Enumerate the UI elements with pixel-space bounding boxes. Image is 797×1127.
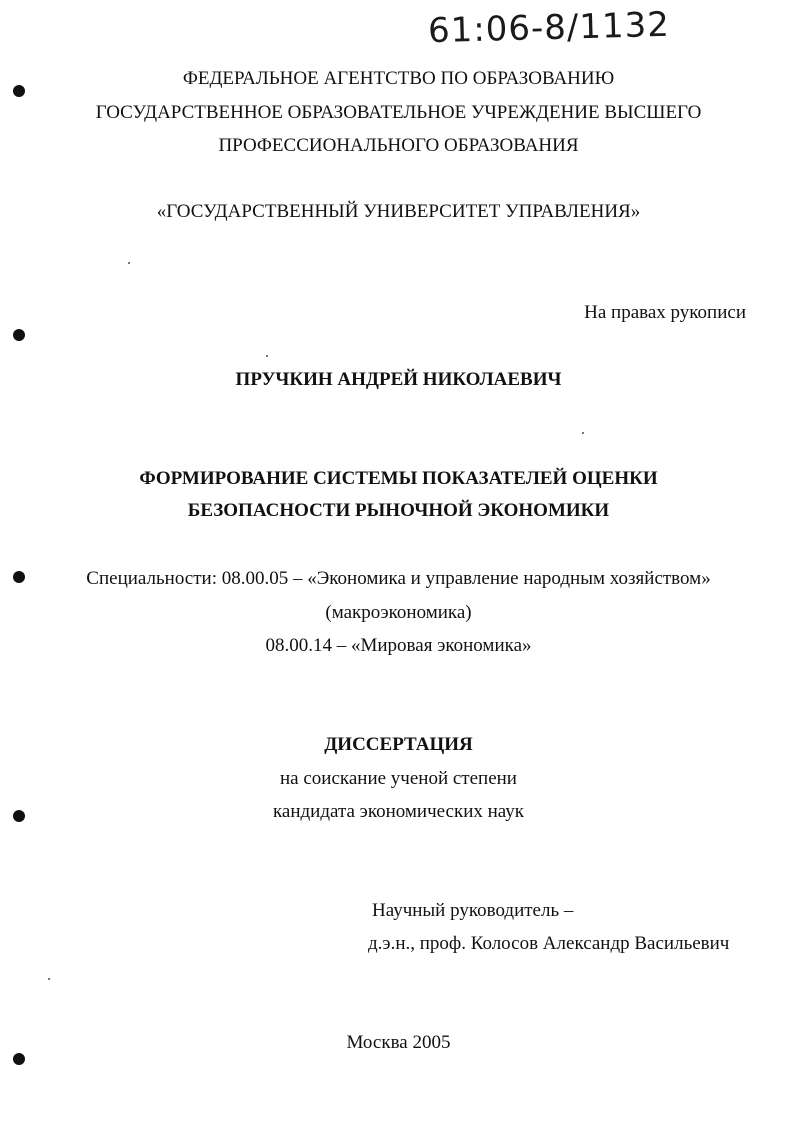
specialty-line-2: (макроэкономика) bbox=[325, 602, 472, 623]
scan-speck bbox=[128, 262, 130, 264]
dissertation-title-line-1: ФОРМИРОВАНИЕ СИСТЕМЫ ПОКАЗАТЕЛЕЙ ОЦЕНКИ bbox=[139, 468, 658, 489]
handwritten-archive-number: 61:06-8/1132 bbox=[427, 4, 671, 52]
agency-name: ФЕДЕРАЛЬНОЕ АГЕНТСТВО ПО ОБРАЗОВАНИЮ bbox=[182, 68, 615, 89]
institution-line-1: ГОСУДАРСТВЕННОЕ ОБРАЗОВАТЕЛЬНОЕ УЧРЕЖДЕНИЕ ВЫСШЕГО bbox=[95, 102, 702, 123]
dissertation-title-line-2: БЕЗОПАСНОСТИ РЫНОЧНОЙ ЭКОНОМИКИ bbox=[187, 500, 610, 521]
scan-speck bbox=[266, 355, 268, 357]
binder-hole bbox=[13, 329, 25, 341]
specialty-line-1: Специальности: 08.00.05 – «Экономика и управление народным хозяйством» bbox=[86, 568, 711, 589]
author-name: ПРУЧКИН АНДРЕЙ НИКОЛАЕВИЧ bbox=[235, 369, 562, 390]
specialty-line-3: 08.00.14 – «Мировая экономика» bbox=[265, 635, 532, 656]
document-type: ДИССЕРТАЦИЯ bbox=[324, 734, 473, 755]
city-year: Москва 2005 bbox=[346, 1032, 451, 1053]
institution-line-2: ПРОФЕССИОНАЛЬНОГО ОБРАЗОВАНИЯ bbox=[218, 135, 579, 156]
scan-speck bbox=[48, 978, 50, 980]
university-name: «ГОСУДАРСТВЕННЫЙ УНИВЕРСИТЕТ УПРАВЛЕНИЯ» bbox=[156, 201, 641, 222]
degree-line-1: на соискание ученой степени bbox=[280, 768, 517, 789]
scan-speck bbox=[582, 432, 584, 434]
manuscript-note: На правах рукописи bbox=[584, 302, 746, 323]
degree-line-2: кандидата экономических наук bbox=[272, 801, 525, 822]
supervisor-name: д.э.н., проф. Колосов Александр Васильевич bbox=[368, 933, 730, 954]
supervisor-label: Научный руководитель – bbox=[372, 900, 574, 921]
